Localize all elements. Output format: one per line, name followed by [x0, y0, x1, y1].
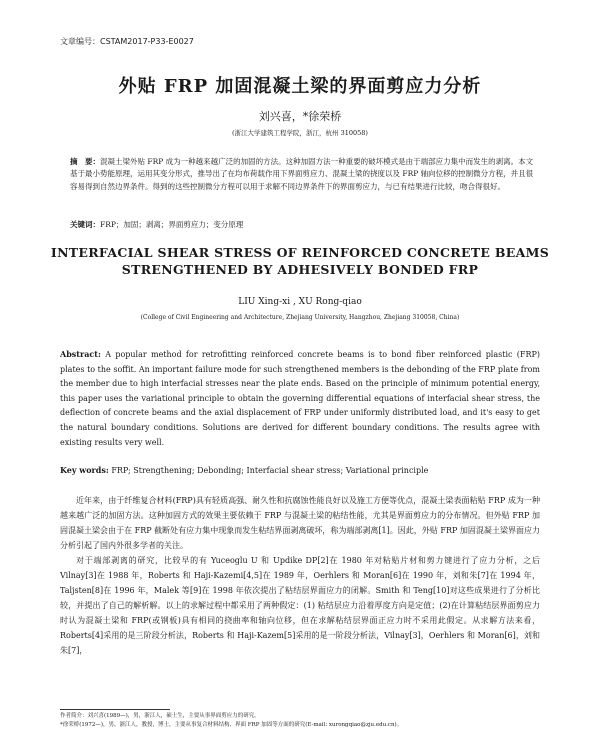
body-paragraph: 近年来，由于纤维复合材料(FRP)具有轻质高强、耐久性和抗腐蚀性能良好以及施工方便等优点，混凝土梁表面粘贴 FRP 成为一种越来越广泛的加固方法。这种加固方式的效果主要依赖于 FRP 与混凝土梁的粘结性能，尤其是界面剪应力的分布情况。但外贴 FRP 加固混凝土梁会由于在 FRP 截断处有应力集中现象而发生粘结界面剥离破坏，称为端部剥离[1]。因此，外贴 FRP 加固混凝土梁界面应力分析引起了国内外很多学者的关注。 [60, 496, 540, 550]
body-paragraph: 对于端部剥离的研究，比较早的有 Yuceoglu U 和 Updike DP[2]在 1980 年对粘贴片材和剪力键进行了应力分析，之后 Vilnay[3]在 1988 年，Roberts 和 Haji-Kazemi[4,5]在 1989 年，Oerhlers 和 Moran[6]在 1990 年，刘和朱[7]在 1994 年，Taljsten[8]在 1996 年，Malek 等[9]在 1998 年依次提出了粘结层界面应力的闭解。Smith 和 Teng[10]对这些成果进行了分析比较，并提出了自己的解析解。以上的求解过程中都采用了两种假定：(1) 粘结层应力沿着厚度方向是定值；(2)在计算粘结层界面剪应力时认为混凝土梁和 FRP(或钢板)具有相同的挠曲率和轴向位移，但在求解粘结层界面正应力时不采用此假定。从求解方法来看，Roberts[4]采用的是三阶段分析法，Roberts 和 Haji-Kazem[5]采用的是一阶段分析法，Vilnay[3]，Oerhlers 和 Moran[6]，刘和朱[7]， [60, 556, 540, 655]
english-title: INTERFACIAL SHEAR STRESS OF REINFORCED CONCRETE BEAMS STRENGTHENED BY ADHESIVELY BONDED FRP [50, 245, 550, 277]
chinese-affiliation: (浙江大学建筑工程学院，浙江，杭州 310058) [232, 129, 368, 137]
english-abstract-label: Abstract: [60, 349, 101, 359]
english-keywords-label: Key words: [60, 465, 109, 475]
chinese-keywords-text: FRP；加固；剥离；界面剪应力；变分原理 [100, 220, 244, 229]
chinese-keywords-label: 关键词： [70, 220, 100, 229]
chinese-abstract [70, 156, 540, 193]
english-keywords-text: FRP; Strengthening; Debonding; Interfacial shear stress; Variational principle [111, 466, 429, 475]
article-number: 文章编号：CSTAM2017-P33-E0027 [60, 37, 194, 46]
footnote-author-2: *徐荣桥(1972—)，男，浙江人，教授，博士，主要从事复合材料结构、界面 FRP 加固等方面的研究(E-mail: xurongqiao@zju.edu.cn)。 [60, 722, 403, 728]
chinese-authors: 刘兴喜，*徐荣桥 [258, 110, 342, 123]
chinese-abstract-text: 混凝土梁外贴 FRP 成为一种越来越广泛的加固的方法。这种加固方法一种重要的破坏模式是由于端部应力集中而发生的剥离。本文基于最小势能原理，运用其变分形式，推导出了在均布荷载作用下界面剪应力、混凝土梁的挠度以及 FRP 轴向位移的控制微分方程，并且很容易得到自然边界条件。得到的这些控制微分方程可以用于求解不同边界条件下的界面剪应力，与已有结果进行比较，吻合得很好。 [70, 157, 534, 191]
footnote-author-1: 作者简介：刘兴喜(1989—)，男，浙江人，硕士生，主要从事界面剪应力的研究。 [60, 713, 260, 719]
chinese-keywords [70, 219, 540, 231]
footnote-divider [60, 709, 170, 710]
body-text [60, 493, 540, 658]
english-keywords [60, 464, 540, 477]
english-abstract [60, 347, 540, 450]
footnotes [60, 712, 540, 730]
chinese-abstract-label: 摘 要： [70, 157, 100, 166]
chinese-title: 外贴 FRP 加固混凝土梁的界面剪应力分析 [118, 76, 482, 97]
english-abstract-text: A popular method for retrofitting reinforced concrete beams is to bond fiber reinforced plastic (FRP) plates to the soffit. An important failure mode for such strengthened members is the debonding of the FRP plate from the member due to high interfacial stresses near the plate ends. Based on the principle of minimum potential energy, this paper uses the variational principle to obtain the governing differential equations of interfacial shear stress, the deflection of concrete beams and the axial displacement of FRP under uniformly distributed load, and it's easy to get the natural boundary conditions. Solutions are derived for different boundary conditions. The results agree with existing results very well. [60, 350, 541, 447]
english-authors: LIU Xing-xi , XU Rong-qiao [238, 297, 362, 307]
english-affiliation: (College of Civil Engineering and Architecture, Zhejiang University, Hangzhou, Zhejiang 310058, China) [140, 314, 460, 321]
